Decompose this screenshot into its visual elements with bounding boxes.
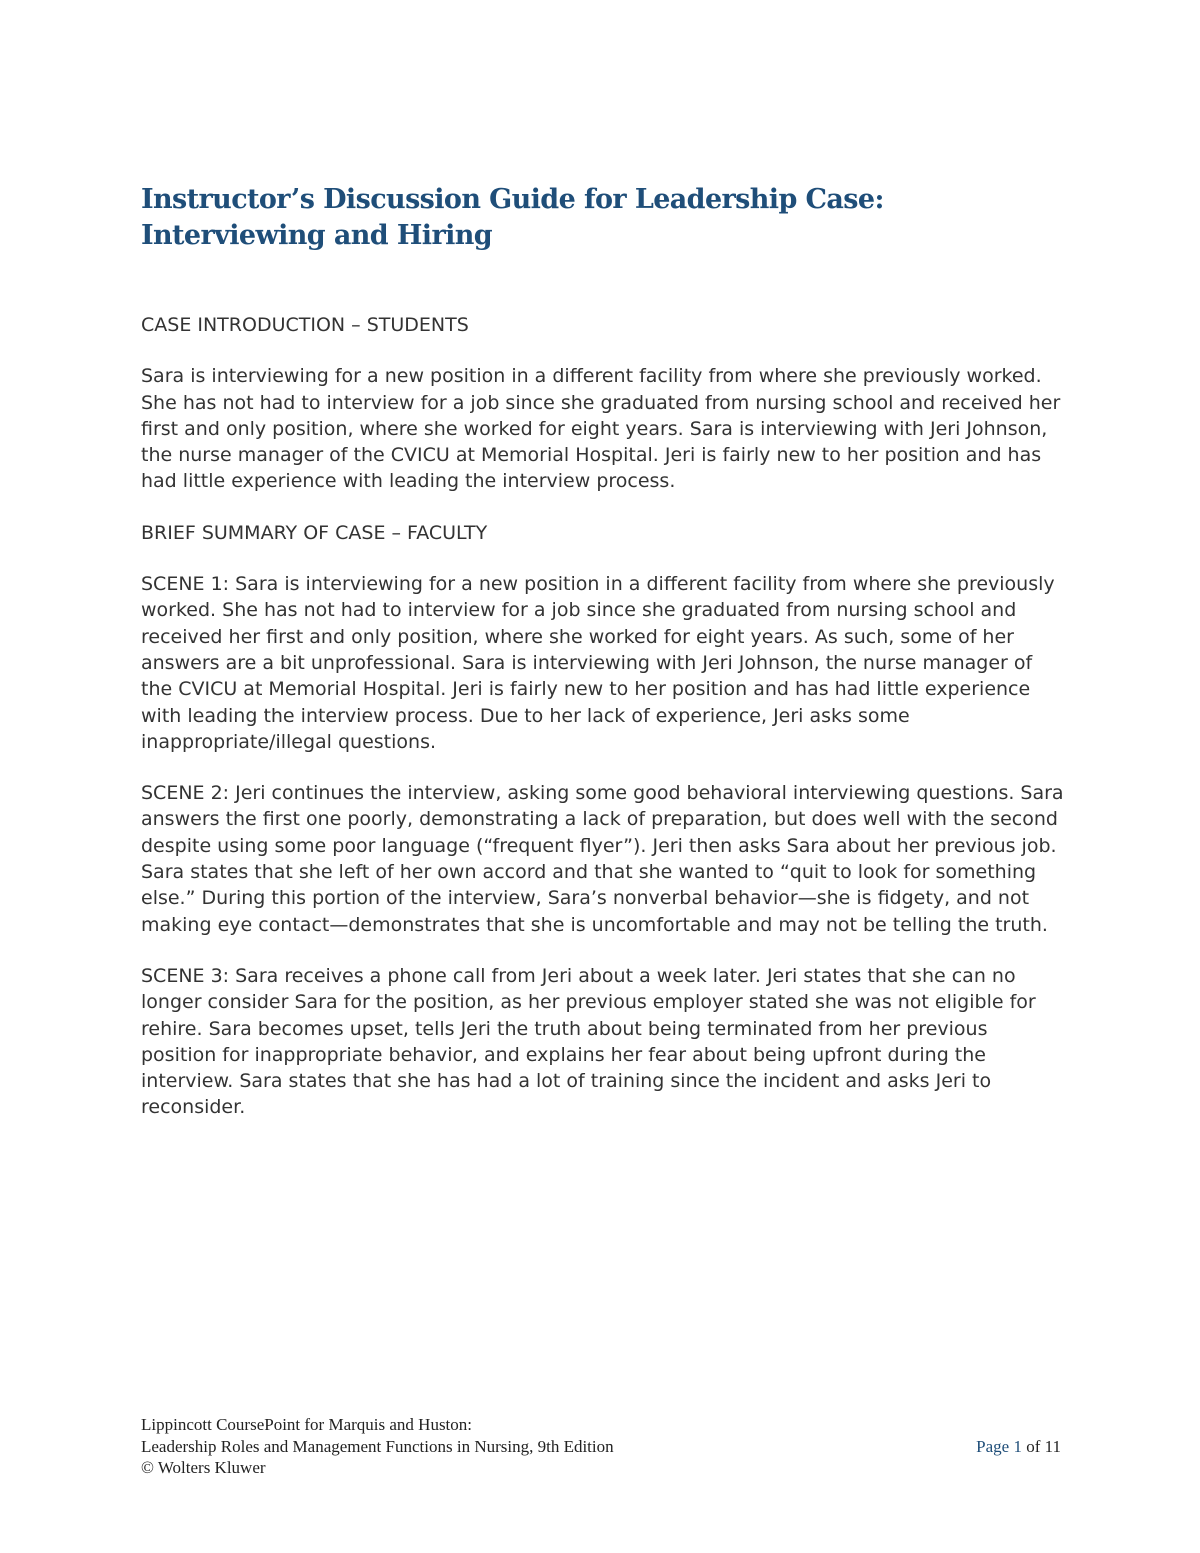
- footer-publisher-line: Lippincott CoursePoint for Marquis and Huston:: [141, 1415, 473, 1434]
- section-heading-brief-summary: BRIEF SUMMARY OF CASE – FACULTY: [141, 521, 488, 544]
- scene-1-paragraph: SCENE 1: Sara is interviewing for a new position in a different facility from where she previously worked. She has not had to interview for a job since she graduated from nursing school and received her first and only position, where she worked for eight years. As such, some of her answers are a bit unprofessional. Sara is interviewing with Jeri Johnson, the nurse manager of the CVICU at Memorial Hospital. Jeri is fairly new to her position and has had little experience with leading the interview process. Due to her lack of experience, Jeri asks some inappropriate/illegal questions.: [141, 573, 1055, 753]
- page-number-current: Page 1: [976, 1436, 1022, 1456]
- footer-copyright-line: © Wolters Kluwer: [141, 1458, 266, 1477]
- footer-book-title-line: Leadership Roles and Management Functions in Nursing, 9th Edition: [141, 1436, 614, 1456]
- document-title: Instructor’s Discussion Guide for Leadership Case: Interviewing and Hiring: [141, 184, 884, 251]
- page-number: [976, 1436, 1061, 1458]
- page-number-total: of 11: [1021, 1436, 1061, 1456]
- section-heading-case-introduction: CASE INTRODUCTION – STUDENTS: [141, 314, 469, 336]
- document-body: [141, 312, 1066, 1146]
- scene-3-paragraph: SCENE 3: Sara receives a phone call from Jeri about a week later. Jeri states that she can no longer consider Sara for the position, as her previous employer stated she was not eligible for rehire. Sara becomes upset, tells Jeri the truth about being terminated from her previous position for inappropriate behavior, and explains her fear about being upfront during the interview. Sara states that she has had a lot of training since the incident and asks Jeri to reconsider.: [141, 964, 1036, 1119]
- page-footer: [141, 1414, 1061, 1479]
- case-introduction-paragraph: Sara is interviewing for a new position in a different facility from where she previously worked. She has not had to interview for a job since she graduated from nursing school and received her first and only position, where she worked for eight years. Sara is interviewing with Jeri Johnson, the nurse manager of the CVICU at Memorial Hospital. Jeri is fairly new to her position and has had little experience with leading the interview process.: [141, 365, 1061, 493]
- scene-2-paragraph: SCENE 2: Jeri continues the interview, asking some good behavioral interviewing questions. Sara answers the first one poorly, demonstrating a lack of preparation, but does well with the second despite using some poor language (“frequent flyer”). Jeri then asks Sara about her previous job. Sara states that she left of her own accord and that she wanted to “quit to look for something else.” During this portion of the interview, Sara’s nonverbal behavior—she is fidgety, and not making eye contact—demonstrates that she is uncomfortable and may not be telling the truth.: [141, 782, 1064, 936]
